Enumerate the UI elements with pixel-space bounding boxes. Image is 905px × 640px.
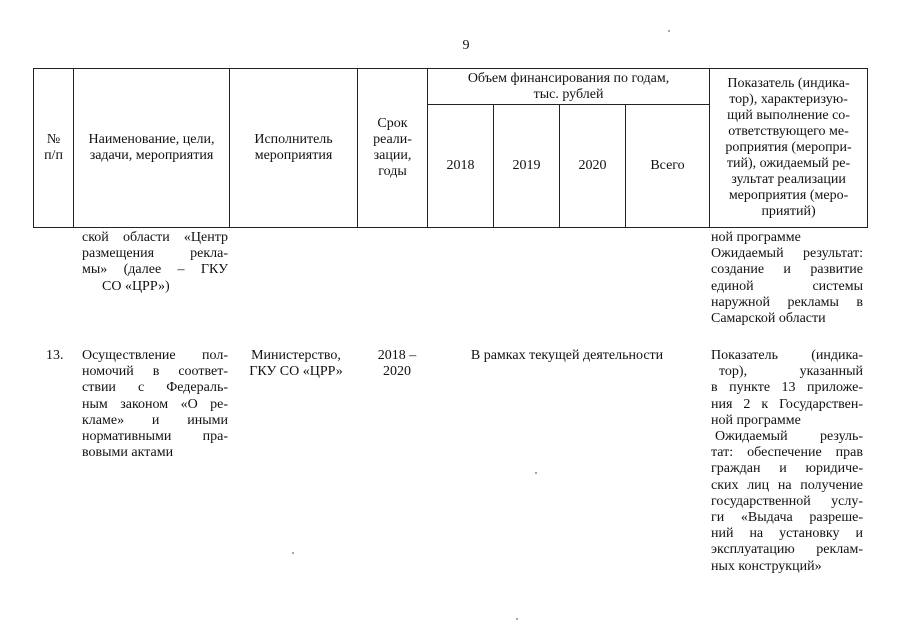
- scan-speck: [668, 30, 670, 32]
- header-year-2020: 2020: [560, 105, 626, 228]
- scan-speck: [535, 472, 537, 474]
- header-term: Срок реали- зации, годы: [358, 69, 428, 228]
- continued-name: ской области «Центр размещения рекла- мы» (далее – ГКУ СО «ЦРР»): [82, 230, 228, 294]
- row13-term: 2018 – 2020: [377, 348, 417, 380]
- header-number: № п/п: [34, 69, 74, 228]
- header-executor: Исполнитель мероприятия: [230, 69, 358, 228]
- row13-name: Осуществление пол- номочий в соответ- ствии с Федераль- ным законом «О ре- кламе» и иными нормативными пра- вовыми актами: [82, 348, 228, 461]
- row13-funding: В рамках текущей деятельности: [470, 348, 664, 363]
- continued-indicator: ной программе Ожидаемый результат: создание и развитие единой системы наружной рекламы в Самарской области: [711, 230, 863, 327]
- header-indicator: Показатель (индика- тор), характеризую- щий выполнение со- ответствующего ме- роприятия (меропри- тий), ожидаемый ре- зультат реализации мероприятия (меро- приятий): [710, 69, 868, 228]
- header-name: Наименование, цели, задачи, мероприятия: [74, 69, 230, 228]
- row13-indicator: Показатель (индика- тор), указанный в пункте 13 приложе- ния 2 к Государствен- ной программе Ожидаемый резуль- тат: обеспечение прав граждан и юридиче- ских лиц на получение государственной услу- ги «Выдача разреше- ний на установку и эксплуатацию реклам- ных конструкций»: [711, 348, 863, 574]
- row13-number: 13.: [46, 348, 64, 363]
- header-year-2018: 2018: [428, 105, 494, 228]
- row13-executor: Министерство, ГКУ СО «ЦРР»: [249, 348, 343, 380]
- header-year-2019: 2019: [494, 105, 560, 228]
- scan-speck: [516, 618, 518, 620]
- header-total: Всего: [626, 105, 710, 228]
- page-number: 9: [462, 38, 470, 53]
- table-header: [33, 68, 868, 228]
- header-funding: Объем финансирования по годам, тыс. рублей: [428, 69, 710, 105]
- scan-speck: [292, 552, 294, 554]
